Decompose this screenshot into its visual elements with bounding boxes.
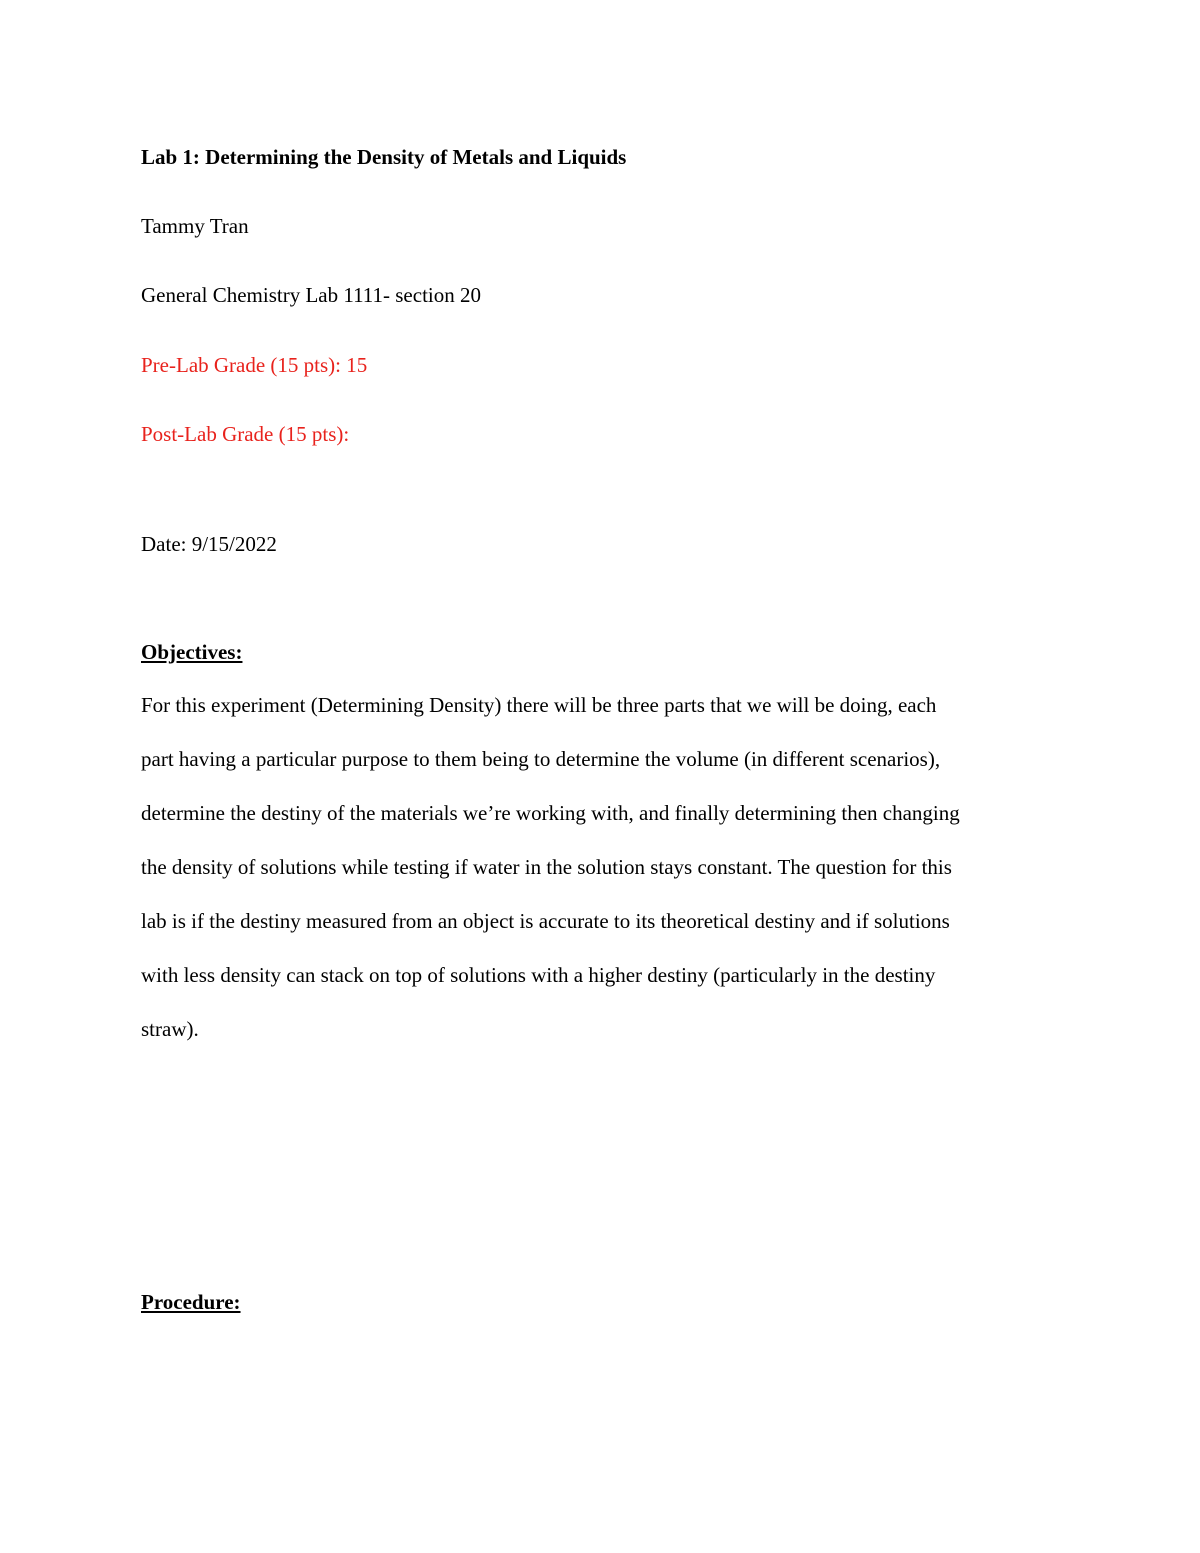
- postlab-grade: Post-Lab Grade (15 pts):: [141, 422, 350, 446]
- course-name: General Chemistry Lab 1111- section 20: [141, 283, 481, 307]
- lab-date: Date: 9/15/2022: [141, 532, 277, 556]
- objectives-line: with less density can stack on top of solutions with a higher destiny (particularly in the destiny: [141, 963, 936, 987]
- objectives-line: part having a particular purpose to them being to determine the volume (in different scenarios),: [141, 747, 941, 771]
- objectives-paragraph: [141, 692, 1071, 1070]
- author-name: Tammy Tran: [141, 214, 249, 238]
- objectives-line: determine the destiny of the materials we’re working with, and finally determining then changing: [141, 801, 960, 825]
- objectives-heading: Objectives:: [141, 640, 243, 664]
- objectives-line: For this experiment (Determining Density) there will be three parts that we will be doing, each: [141, 693, 937, 717]
- objectives-line: straw).: [141, 1017, 199, 1041]
- objectives-line: the density of solutions while testing if water in the solution stays constant. The question for this: [141, 855, 952, 879]
- objectives-line: lab is if the destiny measured from an object is accurate to its theoretical destiny and if solutions: [141, 909, 950, 933]
- procedure-heading: Procedure:: [141, 1290, 241, 1314]
- document-title: Lab 1: Determining the Density of Metals and Liquids: [141, 145, 627, 169]
- prelab-grade: Pre-Lab Grade (15 pts): 15: [141, 353, 368, 377]
